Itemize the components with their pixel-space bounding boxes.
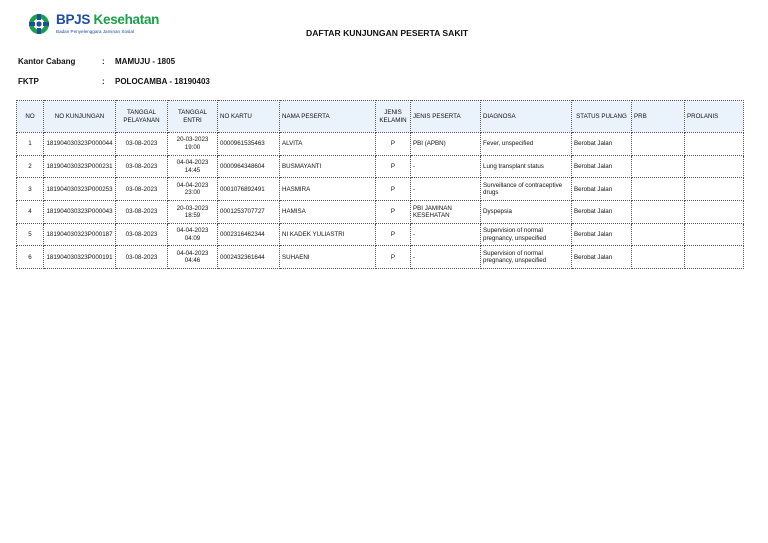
- column-header: DIAGNOSA: [481, 101, 572, 133]
- cell-jenis-kelamin: P: [376, 246, 411, 269]
- cell-prb: [632, 155, 685, 178]
- column-header: JENIS KELAMIN: [376, 101, 411, 133]
- info-kantor-cabang: [18, 57, 176, 66]
- cell-no-kartu: 0000964348604: [218, 155, 280, 178]
- cell-prolanis: [685, 201, 744, 224]
- table-row: [17, 155, 744, 178]
- cell-status-pulang: Berobat Jalan: [572, 201, 632, 224]
- cell-nama-peserta: BUSMAYANTI: [280, 155, 376, 178]
- column-header: NO: [17, 101, 44, 133]
- cell-nama-peserta: NI KADEK YULIASTRI: [280, 223, 376, 246]
- info-fktp: [18, 77, 210, 86]
- cell-no-kartu: 0002316462344: [218, 223, 280, 246]
- cell-no-kunjungan: 181904030323P000253: [44, 178, 116, 201]
- cell-no: 3: [17, 178, 44, 201]
- cell-no: 6: [17, 246, 44, 269]
- cell-prb: [632, 246, 685, 269]
- table-row: [17, 201, 744, 224]
- cell-prb: [632, 178, 685, 201]
- cell-status-pulang: Berobat Jalan: [572, 155, 632, 178]
- cell-nama-peserta: HASMIRA: [280, 178, 376, 201]
- cell-no-kunjungan: 181904030323P000043: [44, 201, 116, 224]
- cell-no: 1: [17, 133, 44, 156]
- cell-no-kartu: 0002432361644: [218, 246, 280, 269]
- cell-tanggal-entri: 04-04-2023 14:45: [168, 155, 218, 178]
- cell-status-pulang: Berobat Jalan: [572, 133, 632, 156]
- cell-status-pulang: Berobat Jalan: [572, 246, 632, 269]
- cell-status-pulang: Berobat Jalan: [572, 178, 632, 201]
- info-label: FKTP: [18, 77, 39, 86]
- cell-jenis-peserta: PBI (APBN): [411, 133, 481, 156]
- table-row: [17, 133, 744, 156]
- cell-jenis-kelamin: P: [376, 178, 411, 201]
- cell-jenis-peserta: -: [411, 223, 481, 246]
- table-row: [17, 223, 744, 246]
- cell-nama-peserta: SUHAENI: [280, 246, 376, 269]
- cell-tanggal-entri: 04-04-2023 23:00: [168, 178, 218, 201]
- cell-no-kunjungan: 181904030323P000044: [44, 133, 116, 156]
- cell-prb: [632, 201, 685, 224]
- brand-tagline: Badan Penyelenggara Jaminan Sosial: [56, 29, 134, 34]
- column-header: NO KUNJUNGAN: [44, 101, 116, 133]
- cell-jenis-peserta: -: [411, 246, 481, 269]
- cell-tanggal-pelayanan: 03-08-2023: [116, 133, 168, 156]
- column-header: TANGGAL ENTRI: [168, 101, 218, 133]
- table-row: [17, 178, 744, 201]
- visits-table: [16, 100, 744, 269]
- info-value: MAMUJU - 1805: [115, 57, 176, 66]
- cell-no: 4: [17, 201, 44, 224]
- cell-nama-peserta: ALVITA: [280, 133, 376, 156]
- cell-jenis-kelamin: P: [376, 155, 411, 178]
- cell-jenis-peserta: -: [411, 178, 481, 201]
- cell-nama-peserta: HAMISA: [280, 201, 376, 224]
- column-header: STATUS PULANG: [572, 101, 632, 133]
- column-header: NAMA PESERTA: [280, 101, 376, 133]
- cell-no-kartu: 0000961535463: [218, 133, 280, 156]
- table-header-row: [17, 101, 744, 133]
- cell-jenis-peserta: -: [411, 155, 481, 178]
- cell-jenis-kelamin: P: [376, 133, 411, 156]
- cell-diagnosa: Supervision of normal pregnancy, unspecified: [481, 223, 572, 246]
- cell-no: 5: [17, 223, 44, 246]
- cell-tanggal-pelayanan: 03-08-2023: [116, 201, 168, 224]
- cell-diagnosa: Fever, unspecified: [481, 133, 572, 156]
- info-separator: :: [102, 77, 105, 86]
- column-header: NO KARTU: [218, 101, 280, 133]
- cell-no-kartu: 0001253707727: [218, 201, 280, 224]
- cell-diagnosa: Surveillance of contraceptive drugs: [481, 178, 572, 201]
- cell-no-kartu: 0001076892491: [218, 178, 280, 201]
- cell-prolanis: [685, 133, 744, 156]
- cell-jenis-kelamin: P: [376, 201, 411, 224]
- cell-status-pulang: Berobat Jalan: [572, 223, 632, 246]
- cell-prolanis: [685, 223, 744, 246]
- cell-prolanis: [685, 155, 744, 178]
- bpjs-logo: [28, 12, 158, 38]
- document-title: DAFTAR KUNJUNGAN PESERTA SAKIT: [306, 28, 469, 38]
- table-row: [17, 246, 744, 269]
- cell-no-kunjungan: 181904030323P000231: [44, 155, 116, 178]
- info-separator: :: [102, 57, 105, 66]
- brand-name: BPJS Kesehatan: [56, 12, 160, 27]
- cell-prolanis: [685, 246, 744, 269]
- info-label: Kantor Cabang: [18, 57, 76, 66]
- cell-prb: [632, 133, 685, 156]
- cell-tanggal-entri: 04-04-2023 04:46: [168, 246, 218, 269]
- cell-tanggal-entri: 04-04-2023 04:09: [168, 223, 218, 246]
- cell-tanggal-entri: 20-03-2023 18:59: [168, 201, 218, 224]
- cell-diagnosa: Lung transplant status: [481, 155, 572, 178]
- bpjs-emblem-icon: [28, 13, 50, 35]
- cell-tanggal-pelayanan: 03-08-2023: [116, 155, 168, 178]
- cell-diagnosa: Supervision of normal pregnancy, unspecified: [481, 246, 572, 269]
- cell-no: 2: [17, 155, 44, 178]
- cell-prb: [632, 223, 685, 246]
- column-header: PRB: [632, 101, 685, 133]
- column-header: PROLANIS: [685, 101, 744, 133]
- cell-tanggal-pelayanan: 03-08-2023: [116, 223, 168, 246]
- cell-prolanis: [685, 178, 744, 201]
- cell-tanggal-pelayanan: 03-08-2023: [116, 178, 168, 201]
- cell-no-kunjungan: 181904030323P000191: [44, 246, 116, 269]
- cell-jenis-kelamin: P: [376, 223, 411, 246]
- cell-no-kunjungan: 181904030323P000187: [44, 223, 116, 246]
- cell-diagnosa: Dyspepsia: [481, 201, 572, 224]
- cell-jenis-peserta: PBI JAMINAN KESEHATAN: [411, 201, 481, 224]
- cell-tanggal-entri: 20-03-2023 19:00: [168, 133, 218, 156]
- cell-tanggal-pelayanan: 03-08-2023: [116, 246, 168, 269]
- info-value: POLOCAMBA - 18190403: [115, 77, 210, 86]
- column-header: JENIS PESERTA: [411, 101, 481, 133]
- column-header: TANGGAL PELAYANAN: [116, 101, 168, 133]
